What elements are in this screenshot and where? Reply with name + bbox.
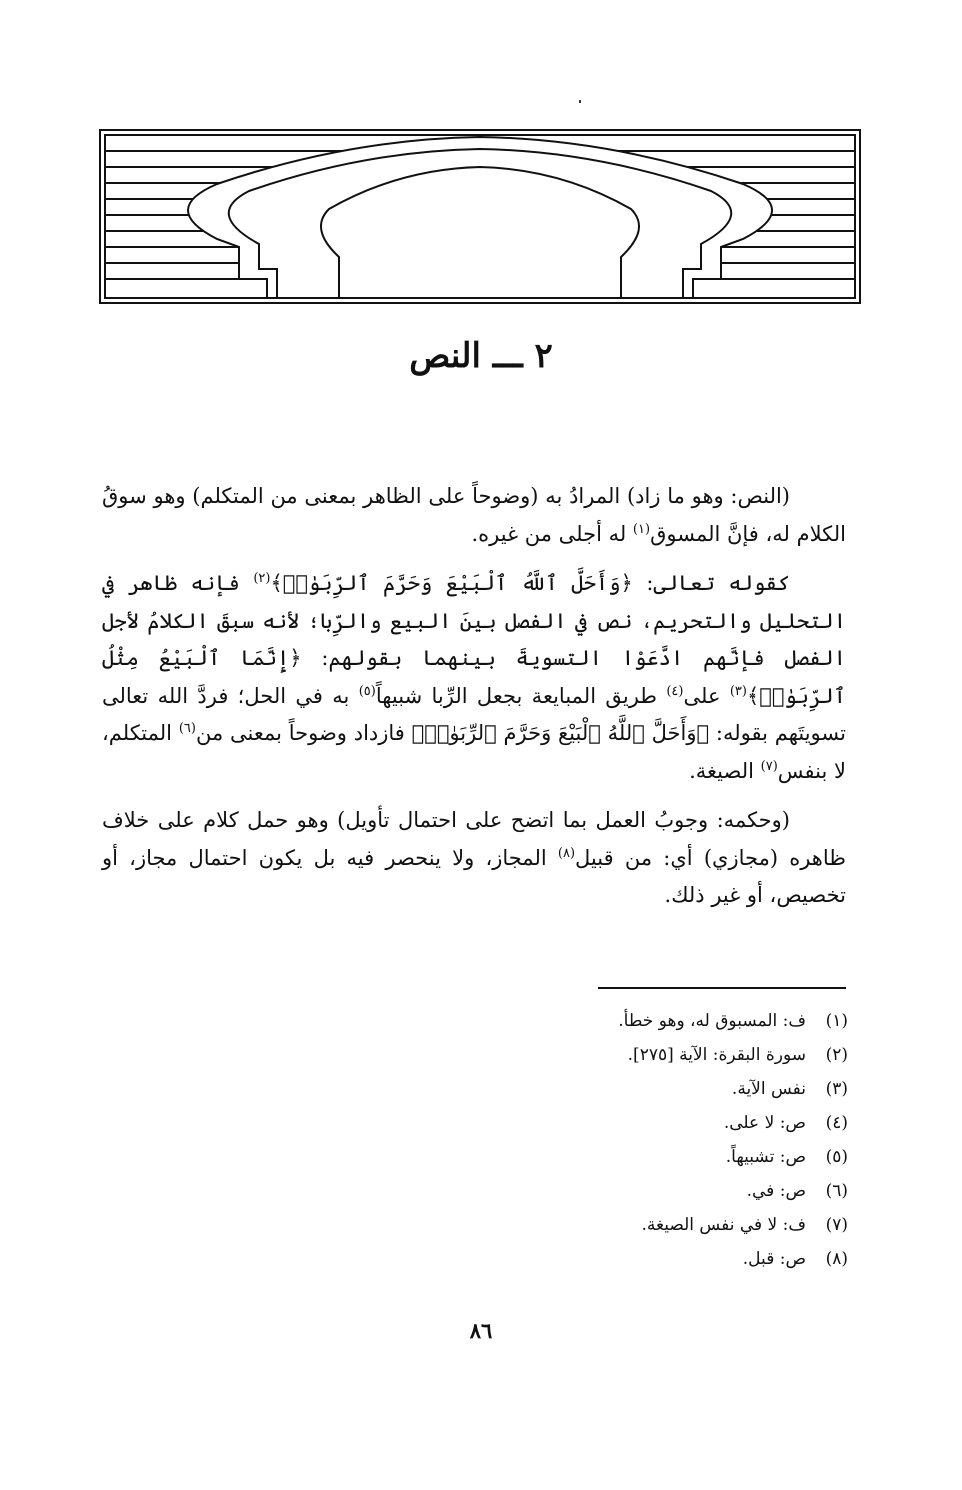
text-run: (وحكمه: وجوبُ العمل بما اتضح على احتمال تأويل) وهو حمل كلام على خلاف ظاهره (مجازي) أي: من قبيل <box>102 808 846 870</box>
page-number: ٨٦ <box>469 1318 493 1343</box>
footnote-text: ص: قبل. <box>742 1249 806 1269</box>
footnote-reference[interactable]: (٨) <box>557 845 576 861</box>
footnote-text: ف: لا في نفس الصيغة. <box>641 1215 806 1235</box>
footnote-text: ص: تشبيهاً. <box>725 1147 806 1167</box>
chapter-title: ٢ ـــ النص <box>409 336 553 376</box>
footnote-number: (٢) <box>825 1045 848 1065</box>
footnote-number: (٧) <box>825 1215 848 1235</box>
footnote-item <box>300 1174 848 1208</box>
footnote-item <box>300 1004 848 1038</box>
footnote-number: (٨) <box>825 1249 848 1269</box>
footnote-number: (٥) <box>825 1147 848 1167</box>
footnote-text: ص: في. <box>746 1181 806 1201</box>
footnote-text: سورة البقرة: الآية [٢٧٥]. <box>627 1045 806 1065</box>
footnote-text: ف: المسبوق له، وهو خطأ. <box>618 1011 806 1031</box>
footnote-reference[interactable]: (٧) <box>760 758 778 774</box>
footnote-number: (٦) <box>825 1181 848 1201</box>
footnote-item <box>300 1106 848 1140</box>
footnote-reference[interactable]: (١) <box>632 521 651 537</box>
footnote-reference[interactable]: (٥) <box>358 683 376 699</box>
paragraph-definition <box>102 478 846 553</box>
text-run: كقوله تعالى: ﴿وَأَحَلَّ ٱللَّهُ ٱلْبَيْعَ وَحَرَّمَ ٱلرِّبَوٰا۟﴾ <box>270 571 790 595</box>
footnote-reference[interactable]: (٦) <box>178 721 196 736</box>
footnote-separator <box>598 987 846 989</box>
footnote-reference[interactable]: (٣) <box>729 683 747 699</box>
footnote-text: نفس الآية. <box>731 1079 806 1099</box>
footnote-number: (٣) <box>825 1079 848 1099</box>
footnote-item <box>300 1242 848 1276</box>
main-text <box>102 478 846 927</box>
text-run: المتكلم، لا بنفس <box>102 721 846 783</box>
text-run: على <box>683 683 730 708</box>
paragraph-ruling <box>102 802 846 915</box>
footnote-item <box>300 1038 848 1072</box>
stray-ink-dot <box>579 100 581 103</box>
footnote-text: ص: لا على. <box>723 1113 806 1133</box>
footnote-item <box>300 1208 848 1242</box>
text-run: (النص: وهو ما زاد) المرادُ به (وضوحاً على الظاهر بمعنى من المتكلم) وهو سوقُ الكلام له، فإنَّ المسوق <box>102 484 846 546</box>
footnote-reference[interactable]: (٢) <box>253 571 271 586</box>
chapter-header-ornament <box>99 129 861 304</box>
footnote-number: (٤) <box>825 1113 848 1133</box>
text-run: له أجلى من غيره. <box>471 521 633 546</box>
footnote-number: (١) <box>825 1011 848 1031</box>
paragraph-example <box>102 565 846 790</box>
text-run: المجاز، ولا ينحصر فيه بل يكون احتمال مجاز، أو تخصيص، أو غير ذلك. <box>102 845 846 907</box>
footnote-reference[interactable]: (٤) <box>666 683 684 699</box>
text-run: فإنه ظاهر في التحليل والتحريم، نص في الفصل بينَ البيع والرِّبا؛ لأنه سبقَ الكلامُ لأجل الفصل فإنَّهم ادَّعَوْا التسويةَ بينهما بقولهم: ﴿إِنَّمَا ٱلْبَيْعُ مِثْلُ ٱلرِّبَوٰا۟﴾ <box>102 571 846 708</box>
text-run: به في الحل؛ فردَّ الله تعالى تسويتَهم بقوله: ﴿وَأَحَلَّ ٱللَّهُ ٱلْبَيْعَ وَحَرَّمَ ٱلرِّبَوٰا۟﴾ فازداد وضوحاً بمعنى من <box>102 683 846 745</box>
footnote-item <box>300 1072 848 1106</box>
footnotes-list <box>300 1004 848 1276</box>
text-run: طريق المبايعة بجعل الرِّبا شبيهاً <box>375 683 667 708</box>
footnote-item <box>300 1140 848 1174</box>
text-run: الصيغة. <box>689 758 761 783</box>
